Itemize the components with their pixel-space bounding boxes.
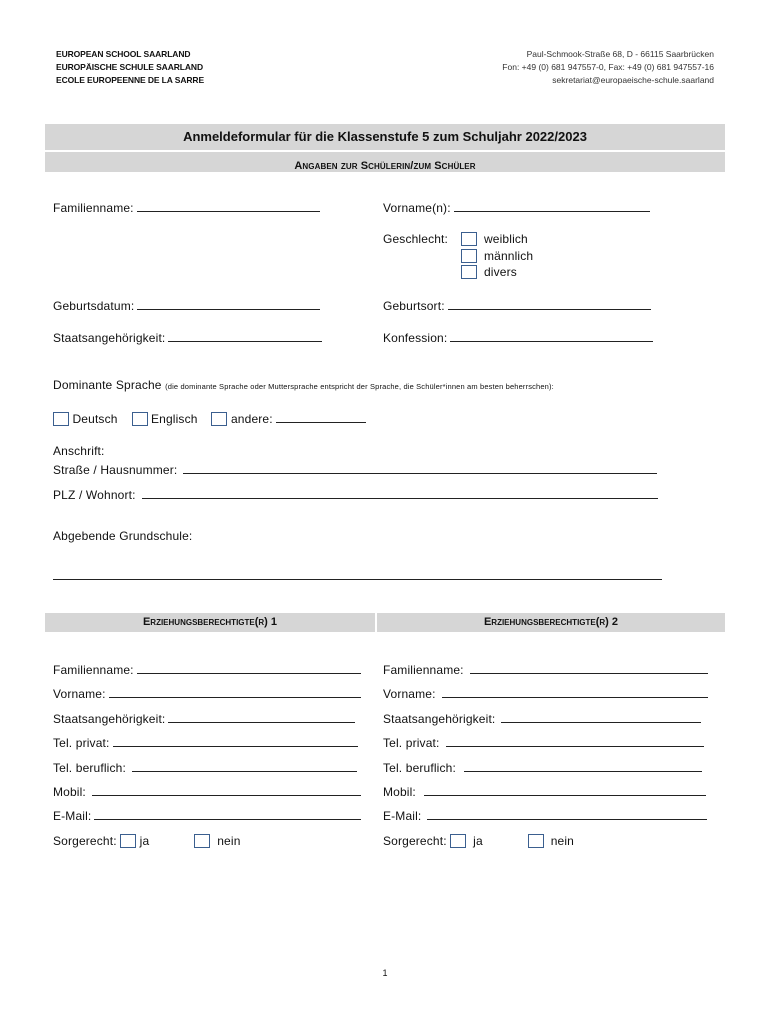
andere-line[interactable] — [276, 411, 366, 423]
checkbox-weiblich[interactable] — [461, 232, 477, 246]
student-section-title: Angaben zur Schülerin/zum Schüler — [294, 160, 476, 172]
guardian-1-familienname-field[interactable]: Familienname: — [53, 658, 361, 682]
checkbox-deutsch[interactable] — [53, 412, 69, 426]
anschrift-label: Anschrift: — [53, 444, 105, 458]
school-address: Paul-Schmook-Straße 68, D - 66115 Saarbrücken — [526, 49, 714, 59]
vornamen-field[interactable] — [383, 200, 650, 215]
vornamen-label: Vorname(n): — [383, 201, 451, 215]
dominante-sprache-heading — [53, 378, 554, 392]
guardian-1-tel-privat-field[interactable]: Tel. privat: — [53, 731, 361, 755]
page-number: 1 — [382, 968, 388, 978]
guardian-1-mobil-field[interactable]: Mobil: — [53, 780, 361, 804]
checkbox-divers[interactable] — [461, 265, 477, 279]
staatsangehoerigkeit-field[interactable] — [53, 330, 322, 345]
guardian-2-email-field[interactable]: E-Mail: — [383, 804, 708, 828]
familienname-label: Familienname: — [53, 201, 134, 215]
plz-field[interactable] — [53, 487, 658, 502]
guardian-1-fields — [53, 658, 361, 853]
vornamen-line[interactable] — [454, 200, 650, 212]
guardian-2-familienname-line[interactable] — [470, 662, 708, 674]
school-name-block — [56, 48, 204, 87]
geburtsdatum-label: Geburtsdatum: — [53, 299, 135, 313]
geburtsort-line[interactable] — [448, 298, 651, 310]
school-contact-block — [502, 48, 714, 87]
geburtsdatum-field[interactable] — [53, 298, 320, 313]
school-name-de: EUROPÄISCHE SCHULE SAARLAND — [56, 62, 204, 72]
student-section-band — [45, 152, 725, 172]
gender-option-maennlich[interactable]: männlich — [461, 248, 533, 265]
guardian-2-tel-privat-line[interactable] — [446, 735, 704, 747]
guardian-2-email-line[interactable] — [427, 808, 707, 820]
guardian-2-staatsangehoerigkeit-field[interactable]: Staatsangehörigkeit: — [383, 707, 708, 731]
language-option-englisch[interactable]: Englisch — [132, 412, 198, 426]
guardian-1-tel-beruflich-line[interactable] — [132, 760, 357, 772]
strasse-line[interactable] — [183, 462, 657, 474]
dominante-sprache-label: Dominante Sprache — [53, 378, 162, 392]
plz-label: PLZ / Wohnort: — [53, 488, 136, 502]
language-options — [53, 411, 366, 426]
checkbox-englisch[interactable] — [132, 412, 148, 426]
guardian-1-mobil-line[interactable] — [92, 784, 361, 796]
school-name-fr: ECOLE EUROPEENNE DE LA SARRE — [56, 75, 205, 85]
form-title: Anmeldeformular für die Klassenstufe 5 zum Schuljahr 2022/2023 — [183, 129, 587, 144]
guardian-2-tel-privat-field[interactable]: Tel. privat: — [383, 731, 708, 755]
staatsangehoerigkeit-line[interactable] — [168, 330, 322, 342]
guardian-1-email-field[interactable]: E-Mail: — [53, 804, 361, 828]
grundschule-label: Abgebende Grundschule: — [53, 529, 193, 543]
checkbox-maennlich[interactable] — [461, 249, 477, 263]
guardian-2-tel-beruflich-field[interactable]: Tel. beruflich: — [383, 756, 708, 780]
gender-option-divers[interactable]: divers — [461, 264, 533, 281]
strasse-label: Straße / Hausnummer: — [53, 463, 178, 477]
guardian-2-title: Erziehungsberechtigte(r) 2 — [483, 616, 619, 628]
language-option-andere[interactable]: andere: — [211, 412, 365, 426]
gender-options — [461, 231, 533, 281]
guardian-1-sorgerecht: Sorgerecht: ja nein — [53, 833, 241, 848]
guardian-1-tel-beruflich-field[interactable]: Tel. beruflich: — [53, 756, 361, 780]
dominante-sprache-note: (die dominante Sprache oder Muttersprache entspricht der Sprache, die Schüler*innen am besten beherrschen): — [165, 382, 554, 391]
guardian-1-familienname-line[interactable] — [137, 662, 361, 674]
language-option-deutsch[interactable]: Deutsch — [53, 412, 118, 426]
school-email: sekretariat@europaeische-schule.saarland — [552, 75, 714, 85]
gender-option-weiblich[interactable]: weiblich — [461, 231, 533, 248]
geburtsdatum-line[interactable] — [137, 298, 320, 310]
staatsangehoerigkeit-label: Staatsangehörigkeit: — [53, 331, 166, 345]
school-name-en: EUROPEAN SCHOOL SAARLAND — [56, 49, 191, 59]
familienname-line[interactable] — [137, 200, 320, 212]
checkbox-andere[interactable] — [211, 412, 227, 426]
guardian-1-tel-privat-line[interactable] — [113, 735, 358, 747]
school-phone-fax: Fon: +49 (0) 681 947557-0, Fax: +49 (0) 681 947557-16 — [502, 62, 714, 72]
guardian-2-mobil-field[interactable]: Mobil: — [383, 780, 708, 804]
guardian-2-mobil-line[interactable] — [424, 784, 706, 796]
geburtsort-label: Geburtsort: — [383, 299, 445, 313]
geburtsort-field[interactable] — [383, 298, 651, 313]
guardian-2-tel-beruflich-line[interactable] — [464, 760, 702, 772]
guardian-1-staatsangehoerigkeit-line[interactable] — [168, 711, 355, 723]
guardian-1-vorname-field[interactable]: Vorname: — [53, 682, 361, 706]
guardian-1-band — [45, 613, 375, 632]
guardian-2-sorgerecht: Sorgerecht: ja nein — [383, 833, 575, 848]
konfession-label: Konfession: — [383, 331, 448, 345]
guardian-1-title: Erziehungsberechtigte(r) 1 — [142, 616, 278, 628]
strasse-field[interactable] — [53, 462, 657, 477]
guardian-1-email-line[interactable] — [94, 808, 361, 820]
guardian-2-fields — [383, 658, 708, 853]
plz-line[interactable] — [142, 487, 658, 499]
guardian-2-vorname-line[interactable] — [442, 686, 708, 698]
guardian-1-staatsangehoerigkeit-field[interactable]: Staatsangehörigkeit: — [53, 707, 361, 731]
guardian-2-vorname-field[interactable]: Vorname: — [383, 682, 708, 706]
guardian-2-band — [377, 613, 725, 632]
konfession-field[interactable] — [383, 330, 653, 345]
guardian-2-staatsangehoerigkeit-line[interactable] — [501, 711, 701, 723]
guardian-2-checkbox-nein[interactable] — [528, 834, 544, 848]
guardian-1-checkbox-ja[interactable] — [120, 834, 136, 848]
form-title-band — [45, 124, 725, 150]
guardian-1-checkbox-nein[interactable] — [194, 834, 210, 848]
guardian-2-checkbox-ja[interactable] — [450, 834, 466, 848]
konfession-line[interactable] — [450, 330, 653, 342]
grundschule-line[interactable] — [53, 579, 662, 580]
geschlecht-label: Geschlecht: — [383, 232, 449, 246]
familienname-field[interactable] — [53, 200, 320, 215]
guardian-2-familienname-field[interactable]: Familienname: — [383, 658, 708, 682]
guardian-1-vorname-line[interactable] — [109, 686, 361, 698]
